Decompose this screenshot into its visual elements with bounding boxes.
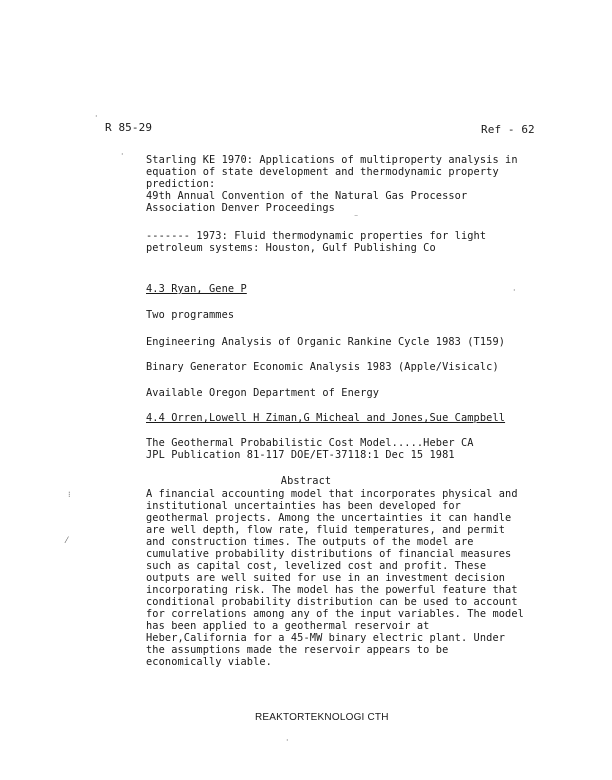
publication-info: JPL Publication 81-117 DOE/ET-37118:1 Dec 15 1981	[146, 449, 455, 461]
scan-speck: ·	[513, 286, 516, 295]
scan-speck: ⁻	[354, 213, 359, 222]
abstract-line: economically viable.	[146, 656, 272, 668]
abstract-line: A financial accounting model that incorporates physical and	[146, 488, 518, 500]
abstract-line: geothermal projects. Among the uncertainties it can handle	[146, 512, 512, 524]
programmes-count: Two programmes	[146, 309, 235, 321]
abstract-line: institutional uncertainties has been developed for	[146, 500, 461, 512]
abstract-line: for correlations among any of the input variables. The model	[146, 608, 524, 620]
abstract-line: the assumptions made the reservoir appears to be	[146, 644, 449, 656]
abstract-line: Heber,California for a 45-MW binary electric plant. Under	[146, 632, 506, 644]
abstract-line: such as capital cost, levelized cost and profit. These	[146, 560, 487, 572]
report-id: R 85-29	[105, 121, 153, 134]
ref1-line: Starling KE 1970: Applications of multiproperty analysis in	[146, 154, 518, 166]
availability: Available Oregon Department of Energy	[146, 387, 380, 399]
abstract-line: conditional probability distribution can be used to account	[146, 596, 518, 608]
abstract-line: incorporating risk. The model has the powerful feature that	[146, 584, 518, 596]
abstract-line: has been applied to a geothermal reservoir at	[146, 620, 430, 632]
scan-speck: ·	[95, 112, 98, 121]
reference-number: Ref - 62	[481, 123, 535, 136]
ref1-line: Association Denver Proceedings	[146, 202, 335, 214]
abstract-line: outputs are well suited for use in an investment decision	[146, 572, 506, 584]
footer-institution: REAKTORTEKNOLOGI CTH	[255, 712, 389, 723]
section-4-4-heading: 4.4 Orren,Lowell H Ziman,G Micheal and Jones,Sue Campbell	[146, 412, 506, 424]
ref2-line: ------- 1973: Fluid thermodynamic properties for light	[146, 230, 487, 242]
section-4-3-heading: 4.3 Ryan, Gene P	[146, 283, 247, 295]
scan-speck: ·	[286, 736, 289, 745]
abstract-line: are well depth, flow rate, fluid temperatures, and permit	[146, 524, 506, 536]
program-2: Binary Generator Economic Analysis 1983 (Apple/Visicalc)	[146, 361, 499, 373]
scan-speck: ·	[121, 150, 124, 159]
scan-speck: ⁄	[66, 536, 68, 545]
abstract-line: cumulative probability distributions of financial measures	[146, 548, 512, 560]
abstract-line: and construction times. The outputs of the model are	[146, 536, 474, 548]
model-title: The Geothermal Probabilistic Cost Model.....Heber CA	[146, 437, 474, 449]
abstract-title: Abstract	[280, 475, 332, 487]
program-1: Engineering Analysis of Organic Rankine Cycle 1983 (T159)	[146, 336, 506, 348]
ref1-line: equation of state development and thermodynamic property	[146, 166, 499, 178]
scan-speck: ⁝	[68, 490, 71, 499]
ref1-line: 49th Annual Convention of the Natural Gas Processor	[146, 190, 468, 202]
ref1-line: prediction:	[146, 178, 216, 190]
ref2-line: petroleum systems: Houston, Gulf Publishing Co	[146, 242, 436, 254]
